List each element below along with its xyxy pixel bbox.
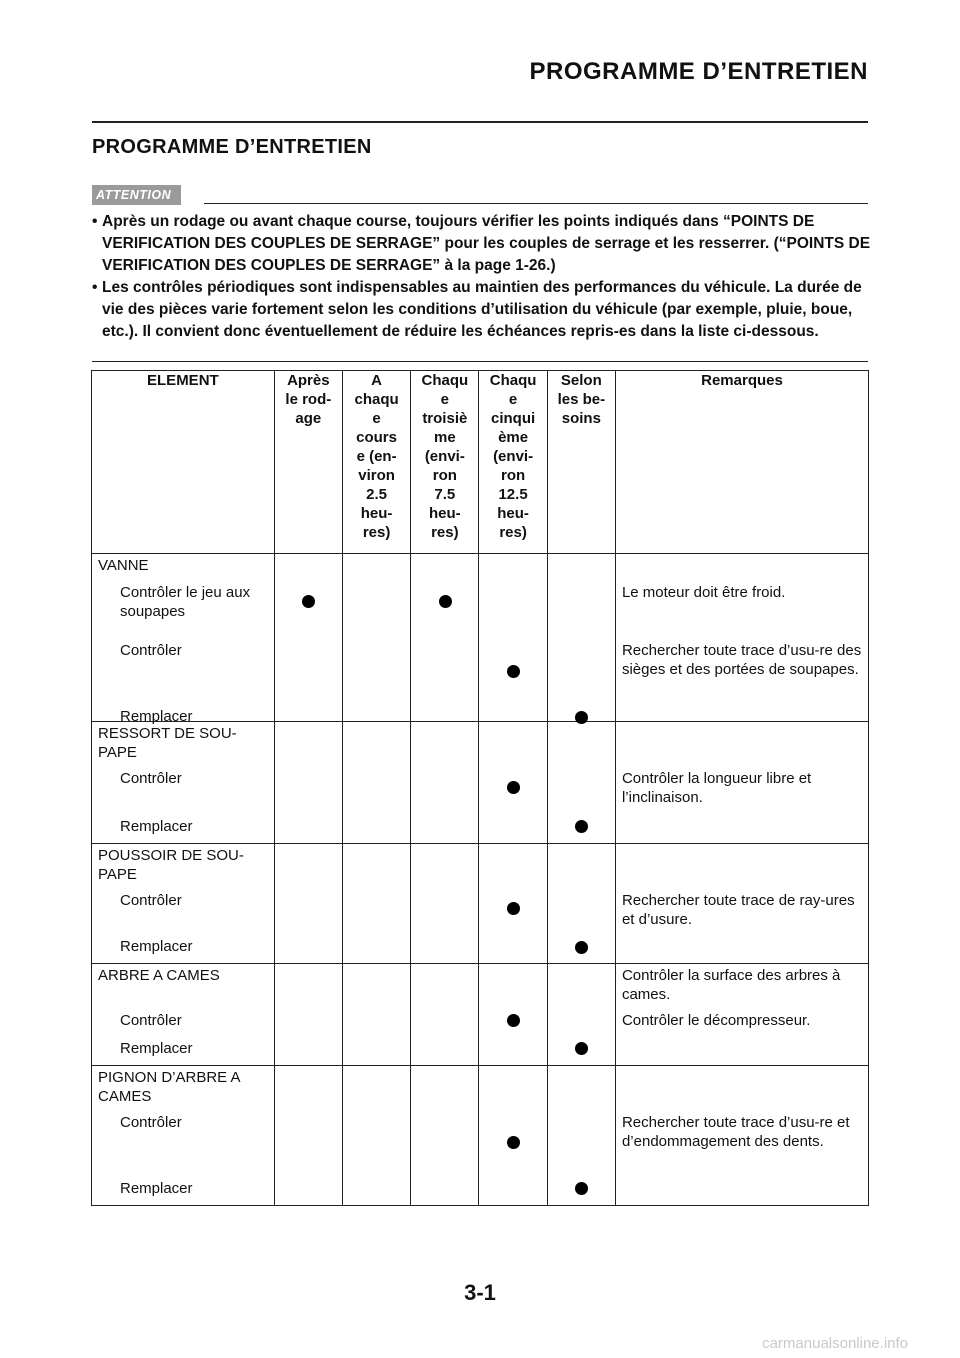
watermark: carmanualsonline.info [762,1335,908,1352]
attention-end-rule [92,361,868,362]
interval-cell [274,964,342,1066]
element-cell [92,722,275,844]
attention-body [92,211,872,343]
attention-item-text: Les contrôles périodiques sont indispensables au maintien des performances du véhicule. La durée de vie des pièces varie fortement selon les conditions d’utilisation du véhicule (par exemple, pluie, boue, etc.). Il convient donc éventuellement de réduire les échéances repris-es dans la liste ci-dessous. [102,279,862,340]
interval-cell [479,964,547,1066]
attention-banner [92,185,868,205]
table-row [92,554,869,722]
header-as-needed: Selon les be- soins [547,371,615,554]
table-row [92,722,869,844]
element-cell [92,554,275,725]
row-label: Remplacer [120,708,193,725]
table-row [92,844,869,964]
group-title: PIGNON D’ARBRE A CAMES [98,1069,240,1105]
row-label: Contrôler [120,642,182,659]
check-dot-icon [302,595,315,608]
interval-cell [547,844,615,964]
interval-cell [411,1066,479,1206]
header-every-fifth: Chaqu e cinqui ème (envi- ron 12.5 heu- res) [479,371,547,554]
row-label: Remplacer [120,1040,193,1057]
running-header: PROGRAMME D’ENTRETIEN [529,58,868,85]
remark-cell [615,554,868,722]
header-remarks: Remarques [615,371,868,554]
check-dot-icon [507,781,520,794]
interval-cell [274,1066,342,1206]
interval-cell [411,554,479,722]
maintenance-table [91,370,869,1206]
group-title: POUSSOIR DE SOU-PAPE [98,847,244,883]
interval-cell [479,722,547,844]
row-label: Remplacer [120,938,193,955]
check-dot-icon [575,1182,588,1195]
row-label: Remplacer [120,1180,193,1197]
check-dot-icon [507,902,520,915]
group-title: ARBRE A CAMES [98,967,220,984]
remark-text: Contrôler le décompresseur. [621,1012,811,1029]
attention-item-text: Après un rodage ou avant chaque course, toujours vérifier les points indiqués dans “POINTS DE VERIFICATION DES COUPLES DE SERRAGE” pour les couples de serrage et les resserrer. (“POINTS DE VERIFICATION DES COUPLES DE SERRAGE” à la page 1-26.) [102,213,871,274]
interval-cell [342,964,410,1066]
check-dot-icon [507,1136,520,1149]
row-label: Contrôler le jeu aux soupapes [120,584,251,620]
interval-cell [274,844,342,964]
interval-cell [479,1066,547,1206]
page-number: 3-1 [464,1280,496,1305]
interval-cell [547,964,615,1066]
attention-rule [204,203,868,204]
interval-cell [274,722,342,844]
row-label: Contrôler [120,770,182,787]
attention-label: ATTENTION [92,185,181,205]
remark-cell [615,1066,868,1206]
row-label: Contrôler [120,1114,182,1131]
header-every-race: A chaqu e cours e (en- viron 2.5 heu- res) [342,371,410,554]
remark-text: Contrôler la surface des arbres à cames. [621,967,841,1003]
interval-cell [547,554,615,722]
check-dot-icon [575,820,588,833]
interval-cell [342,1066,410,1206]
header-rule [92,121,868,123]
remark-cell [615,964,868,1066]
remark-text: Rechercher toute trace d’usu-re des sièges et des portées de soupapes. [621,642,862,678]
remark-cell [615,722,868,844]
interval-cell [411,964,479,1066]
row-label: Contrôler [120,892,182,909]
check-dot-icon [439,595,452,608]
interval-cell [479,554,547,722]
header-after-breakin: Après le rod- age [274,371,342,554]
check-dot-icon [507,665,520,678]
interval-cell [479,844,547,964]
interval-cell [342,554,410,722]
remark-text: Rechercher toute trace de ray-ures et d’usure. [621,892,855,928]
bullet-icon: • [92,213,98,230]
header-element: ELEMENT [92,371,275,554]
interval-cell [547,722,615,844]
table-row [92,1066,869,1206]
interval-cell [342,722,410,844]
element-cell [92,844,275,964]
table-row [92,964,869,1066]
check-dot-icon [575,941,588,954]
element-cell [92,964,275,1066]
group-title: VANNE [98,557,149,574]
header-every-third: Chaqu e troisiè me (envi- ron 7.5 heu- res) [411,371,479,554]
attention-item [92,211,872,277]
check-dot-icon [507,1014,520,1027]
bullet-icon: • [92,279,98,296]
interval-cell [411,844,479,964]
remark-text: Contrôler la longueur libre et l’inclinaison. [621,770,812,806]
row-label: Contrôler [120,1012,182,1029]
remark-text: Le moteur doit être froid. [621,584,786,601]
interval-cell [274,554,342,722]
table-header-row [92,371,869,554]
remark-cell [615,844,868,964]
interval-cell [547,1066,615,1206]
interval-cell [342,844,410,964]
section-title: PROGRAMME D’ENTRETIEN [92,136,372,158]
interval-cell [411,722,479,844]
attention-item [92,277,872,343]
check-dot-icon [575,1042,588,1055]
group-title: RESSORT DE SOU-PAPE [98,725,237,761]
row-label: Remplacer [120,818,193,835]
remark-text: Rechercher toute trace d’usu-re et d’endommagement des dents. [621,1114,850,1150]
element-cell [92,1066,275,1206]
